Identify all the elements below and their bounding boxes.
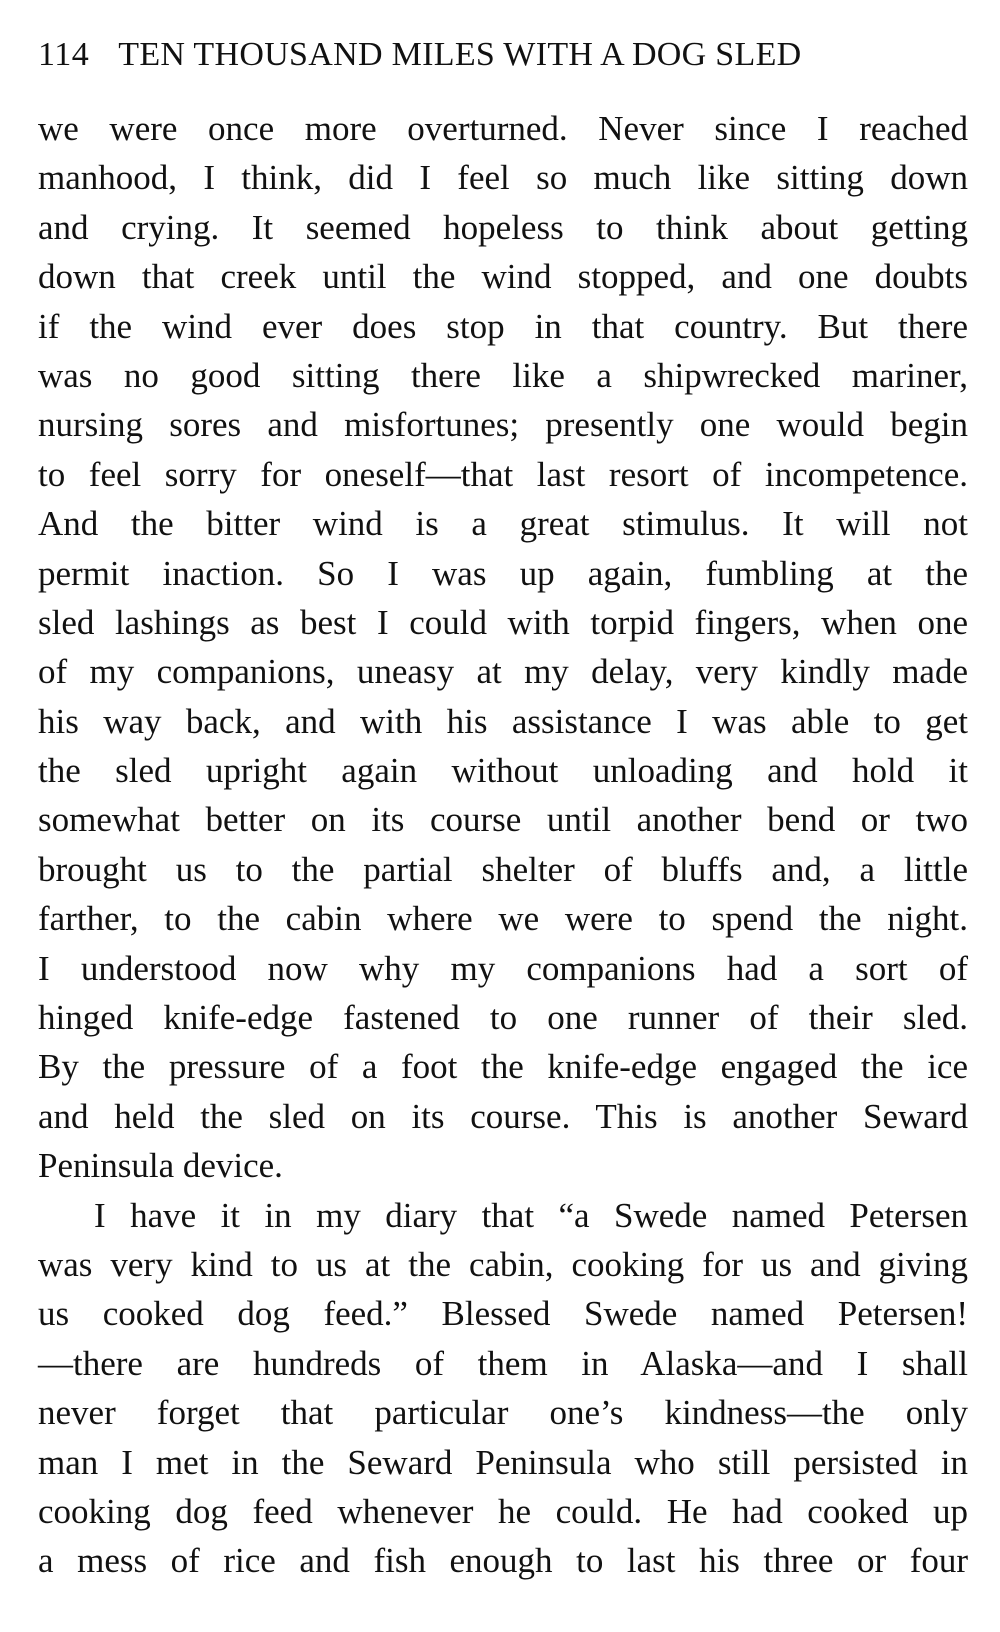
paragraph-2: [38, 1191, 968, 1586]
text-line: By the pressure of a foot the knife-edge engaged the ice: [38, 1047, 968, 1087]
text-line: was no good sitting there like a shipwrecked mariner,: [38, 355, 968, 395]
text-line: to feel sorry for oneself—that last resort of incompetence.: [38, 454, 968, 494]
text-line: Peninsula device.: [38, 1146, 283, 1186]
text-line: of my companions, uneasy at my delay, very kindly made: [38, 652, 968, 692]
text-line: And the bitter wind is a great stimulus. It will not: [38, 504, 968, 544]
body-text: [38, 104, 968, 1586]
text-line: and held the sled on its course. This is another Seward: [38, 1096, 968, 1136]
text-line: down that creek until the wind stopped, and one doubts: [38, 257, 968, 297]
text-line: man I met in the Seward Peninsula who still persisted in: [38, 1442, 968, 1482]
text-line: permit inaction. So I was up again, fumbling at the: [38, 553, 968, 593]
text-line: I understood now why my companions had a sort of: [38, 948, 968, 988]
page-number: 114: [38, 36, 90, 73]
text-line: we were once more overturned. Never since I reached: [38, 109, 968, 148]
text-line: —there are hundreds of them in Alaska—and I shall: [38, 1343, 968, 1383]
text-line: manhood, I think, did I feel so much like sitting down: [38, 158, 968, 198]
text-line: us cooked dog feed.” Blessed Swede named Petersen!: [38, 1294, 968, 1334]
text-line: hinged knife-edge fastened to one runner of their sled.: [38, 998, 968, 1038]
text-line: and crying. It seemed hopeless to think about getting: [38, 207, 968, 247]
text-line: the sled upright again without unloading and hold it: [38, 751, 968, 791]
running-head: [38, 30, 968, 80]
text-line: was very kind to us at the cabin, cooking for us and giving: [38, 1244, 968, 1284]
text-line: sled lashings as best I could with torpid fingers, when one: [38, 602, 968, 642]
text-line: his way back, and with his assistance I was able to get: [38, 701, 968, 741]
text-line: never forget that particular one’s kindness—the only: [38, 1393, 968, 1433]
text-line: if the wind ever does stop in that country. But there: [38, 306, 968, 346]
text-line: farther, to the cabin where we were to spend the night.: [38, 899, 968, 939]
paragraph-1: [38, 104, 968, 1191]
text-line: a mess of rice and fish enough to last his three or four: [38, 1541, 968, 1581]
text-line: I have it in my diary that “a Swede named Petersen: [94, 1195, 968, 1235]
text-line: nursing sores and misfortunes; presently one would begin: [38, 405, 968, 445]
text-line: cooking dog feed whenever he could. He had cooked up: [38, 1491, 968, 1531]
running-title: TEN THOUSAND MILES WITH A DOG SLED: [118, 36, 802, 73]
text-line: brought us to the partial shelter of bluffs and, a little: [38, 849, 968, 889]
text-line: somewhat better on its course until another bend or two: [38, 800, 968, 840]
